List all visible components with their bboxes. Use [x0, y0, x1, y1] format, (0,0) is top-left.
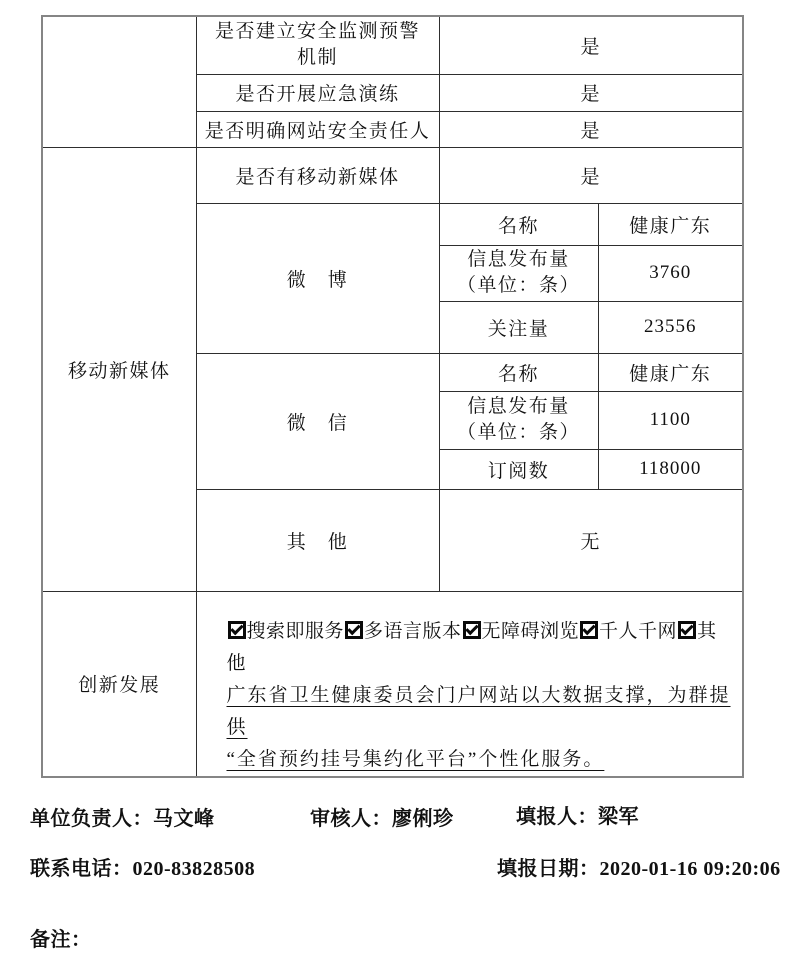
checkbox-checked-icon — [580, 621, 598, 639]
security-monitor-label-line1: 是否建立安全监测预警 — [214, 21, 420, 43]
option-label: 其他 — [226, 620, 717, 674]
emergency-drill-value: 是 — [439, 74, 743, 111]
table-row — [42, 147, 743, 203]
weibo-followers-label: 关注量 — [439, 301, 598, 353]
reviewer-field — [310, 802, 454, 831]
weibo-name-label: 名称 — [439, 203, 598, 245]
wechat-subscribers-value: 118000 — [598, 449, 743, 489]
unit-head-field — [30, 802, 215, 831]
wechat-volume-label-line2: （单位：条） — [456, 422, 580, 443]
weibo-volume-label — [439, 245, 598, 301]
report-date-label: 填报日期： — [497, 858, 600, 880]
weibo-followers-value: 23556 — [598, 301, 743, 353]
checkbox-checked-icon — [678, 621, 696, 639]
other-media-value: 无 — [439, 489, 743, 591]
option-personalized — [579, 621, 677, 642]
filler-value: 梁军 — [598, 806, 639, 828]
unit-head-label: 单位负责人： — [30, 808, 153, 830]
option-search-service — [227, 621, 345, 642]
remarks-field — [30, 923, 92, 952]
annual-report-table — [41, 15, 744, 778]
phone-field — [30, 852, 255, 881]
option-multilingual — [344, 621, 462, 642]
weibo-volume-label-line1: 信息发布量 — [467, 249, 570, 270]
reviewer-value: 廖俐珍 — [392, 808, 454, 830]
wechat-name-label: 名称 — [439, 353, 598, 391]
option-label: 搜索即服务 — [246, 620, 345, 642]
table-row — [42, 591, 743, 777]
innovation-description-line2: “全省预约挂号集约化平台”个性化服务。 — [226, 748, 605, 770]
security-officer-label: 是否明确网站安全责任人 — [196, 111, 439, 147]
wechat-volume-label-line1: 信息发布量 — [467, 396, 570, 417]
wechat-subscribers-label: 订阅数 — [439, 449, 598, 489]
wechat-volume-label — [439, 391, 598, 449]
wechat-name-value: 健康广东 — [598, 353, 743, 391]
remarks-label: 备注： — [30, 929, 92, 951]
reviewer-label: 审核人： — [310, 808, 392, 830]
has-mobile-media-value: 是 — [439, 147, 743, 203]
emergency-drill-label: 是否开展应急演练 — [196, 74, 439, 111]
empty-section-cell — [42, 16, 196, 147]
innovation-content-cell — [196, 591, 743, 777]
weibo-volume-label-line2: （单位：条） — [456, 275, 580, 296]
checkbox-checked-icon — [463, 621, 481, 639]
weibo-name-value: 健康广东 — [598, 203, 743, 245]
unit-head-value: 马文峰 — [153, 808, 215, 830]
option-label: 多语言版本 — [364, 620, 462, 642]
phone-value: 020-83828508 — [132, 858, 256, 880]
weibo-label: 微 博 — [196, 203, 439, 353]
has-mobile-media-label: 是否有移动新媒体 — [196, 147, 439, 203]
weibo-volume-value: 3760 — [598, 245, 743, 301]
innovation-section-label: 创新发展 — [42, 591, 196, 777]
mobile-media-section-label: 移动新媒体 — [42, 147, 196, 591]
security-monitor-label — [196, 16, 439, 74]
filler-field — [516, 800, 639, 829]
checkbox-checked-icon — [345, 621, 363, 639]
checkbox-checked-icon — [228, 621, 246, 639]
wechat-volume-value: 1100 — [598, 391, 743, 449]
security-monitor-value: 是 — [439, 16, 743, 74]
security-officer-value: 是 — [439, 111, 743, 147]
innovation-options — [227, 616, 733, 680]
option-accessibility — [462, 621, 580, 642]
report-date-value: 2020-01-16 09:20:06 — [599, 858, 781, 880]
security-monitor-label-line2: 机制 — [296, 47, 338, 69]
report-date-field — [497, 852, 781, 881]
option-label: 千人千网 — [599, 620, 678, 642]
other-media-label: 其 他 — [196, 489, 439, 591]
option-label: 无障碍浏览 — [481, 620, 580, 642]
innovation-description-line1: 广东省卫生健康委员会门户网站以大数据支撑，为群提供 — [226, 684, 731, 738]
wechat-label: 微 信 — [196, 353, 439, 489]
phone-label: 联系电话： — [30, 858, 133, 880]
table-row — [42, 16, 743, 74]
filler-label: 填报人： — [516, 806, 598, 828]
